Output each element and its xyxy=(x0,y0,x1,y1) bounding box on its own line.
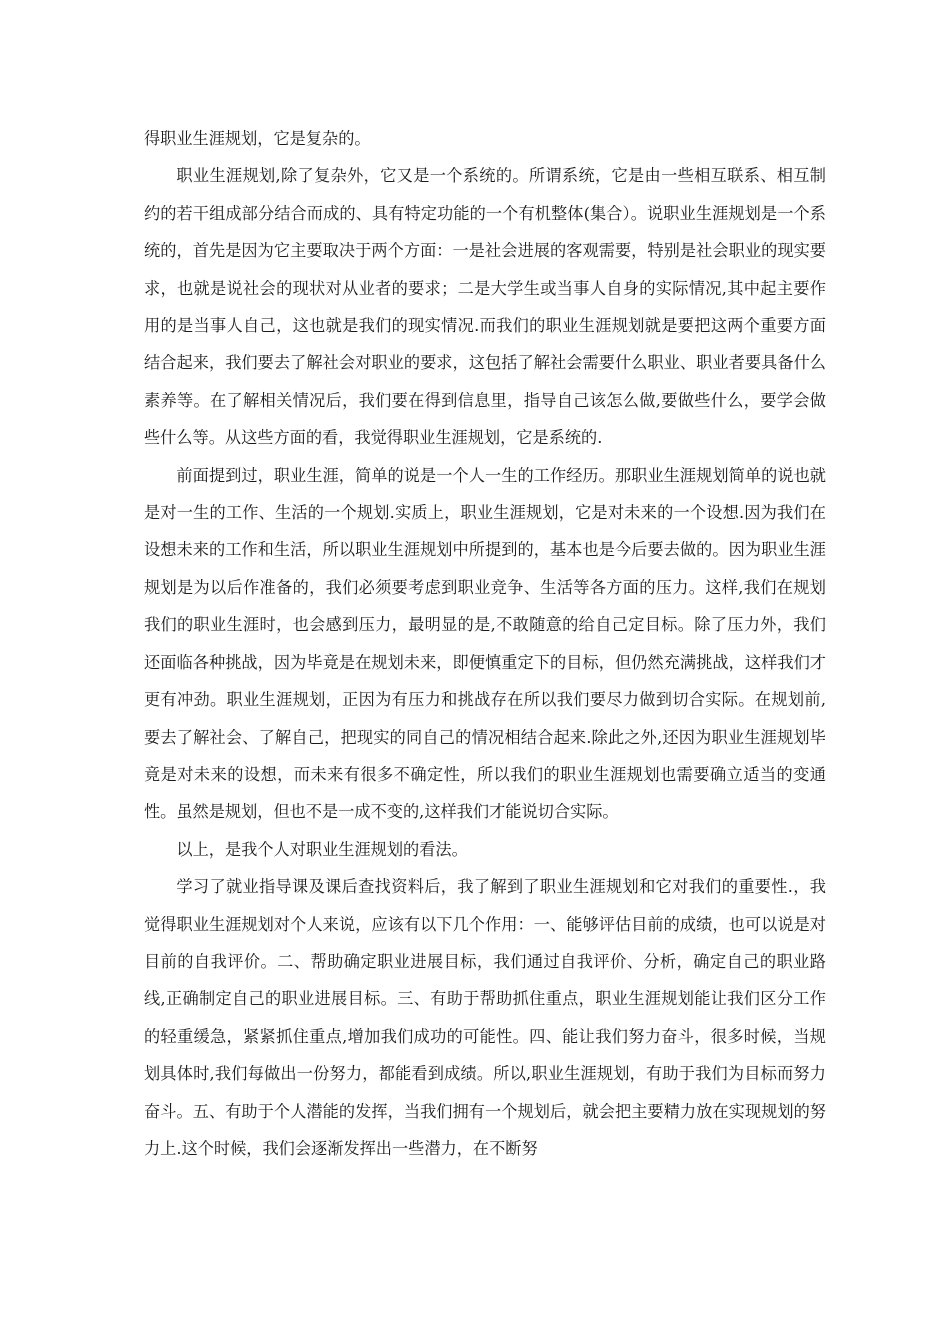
paragraph-functions: 学习了就业指导课及课后查找资料后，我了解到了职业生涯规划和它对我们的重要性.，我觉得职业生涯规划对个人来说，应该有以下几个作用：一、能够评估目前的成绩，也可以说是对目前的自我评价。二、帮助确定职业进展目标，我们通过自我评价、分析，确定自己的职业路线,正确制定自己的职业进展目标。三、有助于帮助抓住重点，职业生涯规划能让我们区分工作的轻重缓急，紧紧抓住重点,增加我们成功的可能性。四、能让我们努力奋斗，很多时候，当规划具体时,我们每做出一份努力，都能看到成绩。所以,职业生涯规划，有助于我们为目标而努力奋斗。五、有助于个人潜能的发挥，当我们拥有一个规划后，就会把主要精力放在实现规划的努力上.这个时候，我们会逐渐发挥出一些潜力，在不断努 xyxy=(144,877,826,1158)
paragraph-system: 职业生涯规划,除了复杂外，它又是一个系统的。所谓系统，它是由一些相互联系、相互制约的若干组成部分结合而成的、具有特定功能的一个有机整体(集合）。说职业生涯规划是一个系统的，首先是因为它主要取决于两个方面：一是社会进展的客观需要，特别是社会职业的现实要求，也就是说社会的现状对从业者的要求；二是大学生或当事人自身的实际情况,其中起主要作用的是当事人自己，这也就是我们的现实情况.而我们的职业生涯规划就是要把这两个重要方面结合起来，我们要去了解社会对职业的要求，这包括了解社会需要什么职业、职业者要具备什么素养等。在了解相关情况后，我们要在得到信息里，指导自己该怎么做,要做些什么，要学会做些什么等。从这些方面的看，我觉得职业生涯规划，它是系统的. xyxy=(144,166,826,448)
paragraph-summary: 以上，是我个人对职业生涯规划的看法。 xyxy=(176,839,468,859)
paragraph-future-planning: 前面提到过，职业生涯，简单的说是一个人一生的工作经历。那职业生涯规划简单的说也就是对一生的工作、生活的一个规划.实质上，职业生涯规划，它是对未来的一个设想.因为我们在设想未来的工作和生活，所以职业生涯规划中所提到的，基本也是今后要去做的。因为职业生涯规划是为以后作准备的，我们必须要考虑到职业竞争、生活等各方面的压力。这样,我们在规划我们的职业生涯时，也会感到压力，最明显的是,不敢随意的给自己定目标。除了压力外，我们还面临各种挑战，因为毕竟是在规划未来，即便慎重定下的目标，但仍然充满挑战，这样我们才更有冲劲。职业生涯规划，正因为有压力和挑战存在所以我们要尽力做到切合实际。在规划前,要去了解社会、了解自己，把现实的同自己的情况相结合起来.除此之外,还因为职业生涯规划毕竟是对未来的设想，而未来有很多不确定性，所以我们的职业生涯规划也需要确立适当的变通性。虽然是规划，但也不是一成不变的,这样我们才能说切合实际。 xyxy=(144,465,826,822)
paragraph-continuation: 得职业生涯规划，它是复杂的。 xyxy=(144,129,371,148)
document-body xyxy=(144,120,826,1167)
